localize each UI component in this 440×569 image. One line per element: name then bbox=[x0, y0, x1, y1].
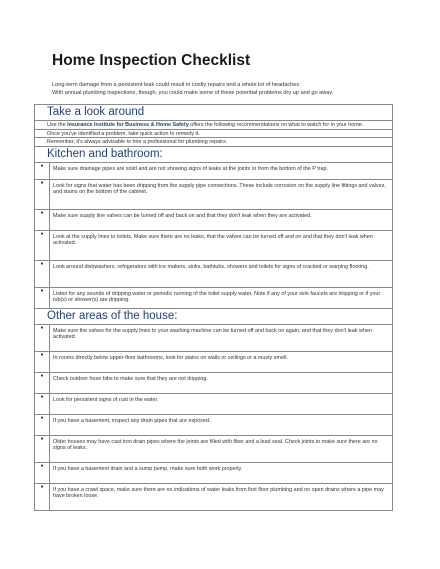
tip-row bbox=[35, 129, 393, 138]
checklist-item bbox=[35, 462, 393, 483]
bullet-icon: ● bbox=[35, 287, 50, 308]
bullet-icon: ● bbox=[35, 162, 50, 179]
tip-row bbox=[35, 121, 393, 130]
checklist-item bbox=[35, 414, 393, 435]
tip-quick-action: Once you've identified a problem, take quick action to remedy it. bbox=[35, 129, 393, 138]
bullet-icon: ● bbox=[35, 483, 50, 510]
bullet-icon: ● bbox=[35, 351, 50, 372]
checklist-item-text: Look at the supply lines to toilets. Make sure there are no leaks, that the valves can be turned off and on and that they don't leak when activated. bbox=[50, 230, 393, 260]
checklist-item bbox=[35, 393, 393, 414]
tip-ibhs bbox=[35, 121, 393, 130]
intro-line-1: Long-term damage from a persistent leak could result in costly repairs and a whole lot of headaches. bbox=[52, 82, 301, 88]
bullet-icon: ● bbox=[35, 372, 50, 393]
checklist-item-text: Make sure the valves for the supply lines to your washing machine can be turned off and back on again, and that they don't leak when activated. bbox=[50, 324, 393, 351]
checklist-item-text: If you have a basement, inspect any drain pipes that are exposed. bbox=[50, 414, 393, 435]
bullet-icon: ● bbox=[35, 179, 50, 209]
checklist-item-text: Look for signs that water has been dripping from the supply pipe connections. These include corrosion on the supply line fittings and valves, and stains on the bottom of the cabinet. bbox=[50, 179, 393, 209]
checklist-item bbox=[35, 324, 393, 351]
bullet-icon: ● bbox=[35, 324, 50, 351]
checklist-item-text: Look around dishwashers, refrigerators with ice makers, sinks, bathtubs, showers and toilets for signs of cracked or warping flooring. bbox=[50, 260, 393, 287]
checklist-item-text: If you have a crawl space, make sure there are no indications of water leaks from first floor plumbing and no open drains where a pipe may have broken loose. bbox=[50, 483, 393, 510]
checklist-item bbox=[35, 230, 393, 260]
section-header-look bbox=[35, 105, 393, 121]
checklist-item-text: If you have a basement drain and a sump pump, make sure both work properly. bbox=[50, 462, 393, 483]
bullet-icon: ● bbox=[35, 209, 50, 230]
checklist-item-text: In rooms directly below upper-floor bathrooms, look for stains on walls or ceilings or a musty smell. bbox=[50, 351, 393, 372]
checklist-item bbox=[35, 162, 393, 179]
checklist-item-text: Look for persistent signs of rust in the water. bbox=[50, 393, 393, 414]
ibhs-link[interactable]: Insurance Institute for Business & Home Safety bbox=[67, 122, 189, 128]
checklist-item bbox=[35, 372, 393, 393]
checklist-item-text: Make sure supply line valves can be turned off and back on and that they don't leak when they are activated. bbox=[50, 209, 393, 230]
checklist-item-text: Listen for any sounds of dripping water or periodic running of the toilet supply water. Note if any of your sink faucets are dripping or if your tub(s) or shower(s) are dripping. bbox=[50, 287, 393, 308]
tip-hire-professional: Remember, it's always advisable to hire a professional for plumbing repairs. bbox=[35, 138, 393, 147]
section-header-other bbox=[35, 308, 393, 324]
page-title: Home Inspection Checklist bbox=[52, 52, 251, 69]
checklist-item-text: Check outdoor hose bibs to make sure that they are not dripping. bbox=[50, 372, 393, 393]
bullet-icon: ● bbox=[35, 462, 50, 483]
bullet-icon: ● bbox=[35, 435, 50, 462]
tip-ibhs-post: offers the following recommendations on what to watch for in your home. bbox=[188, 122, 364, 128]
section-heading-other: Other areas of the house: bbox=[35, 308, 393, 324]
checklist-item bbox=[35, 483, 393, 510]
bullet-icon: ● bbox=[35, 393, 50, 414]
bullet-icon: ● bbox=[35, 230, 50, 260]
section-header-kitchen bbox=[35, 146, 393, 162]
checklist-item bbox=[35, 287, 393, 308]
tip-ibhs-pre: Use the bbox=[47, 122, 68, 128]
checklist-item bbox=[35, 351, 393, 372]
intro-paragraph bbox=[52, 81, 397, 97]
intro-line-2: With annual plumbing inspections, though, you could make some of these potential problems dry up and go away. bbox=[52, 90, 334, 97]
bullet-icon: ● bbox=[35, 414, 50, 435]
checklist-item-text: Make sure drainage pipes are solid and are not showing signs of leaks at the joints or from the bottom of the P trap. bbox=[50, 162, 393, 179]
checklist-item bbox=[35, 435, 393, 462]
bullet-icon: ● bbox=[35, 260, 50, 287]
section-heading-look: Take a look around bbox=[35, 105, 393, 121]
checklist-item bbox=[35, 179, 393, 209]
tip-row bbox=[35, 138, 393, 147]
checklist-item bbox=[35, 209, 393, 230]
section-heading-kitchen: Kitchen and bathroom: bbox=[35, 146, 393, 162]
checklist-item bbox=[35, 260, 393, 287]
checklist-table bbox=[34, 104, 393, 511]
checklist-item-text: Older houses may have cast iron drain pipes where the joints are filled with fiber and a lead seal. Check joints to make sure there are no signs of leaks. bbox=[50, 435, 393, 462]
